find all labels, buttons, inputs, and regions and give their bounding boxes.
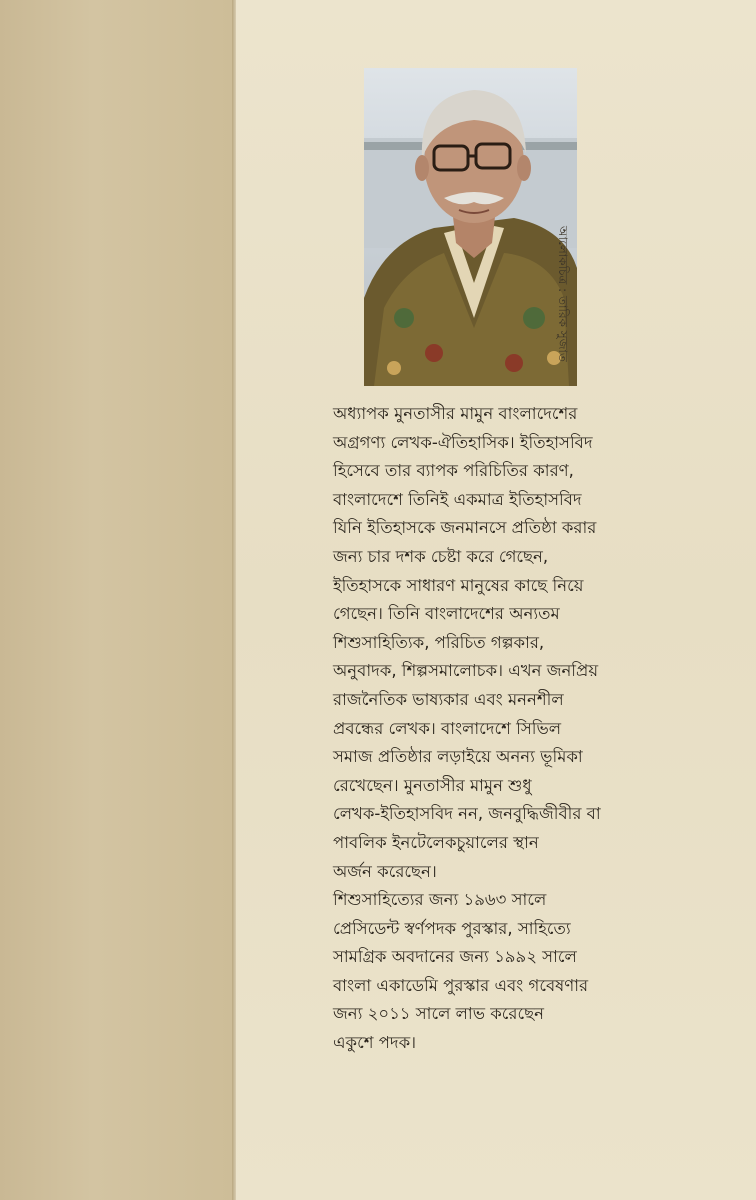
author-biography	[333, 400, 733, 1058]
bio-line: যিনি ইতিহাসকে জনমানসে প্রতিষ্ঠা করার	[333, 518, 597, 538]
bio-line: পাবলিক ইনটেলেকচুয়ালের স্থান	[333, 832, 539, 852]
bio-line: বাংলা একাডেমি পুরস্কার এবং গবেষণার	[333, 975, 589, 995]
bio-line: প্রেসিডেন্ট স্বর্ণপদক পুরস্কার, সাহিত্যে	[333, 918, 571, 938]
bio-line: প্রবন্ধের লেখক। বাংলাদেশে সিভিল	[333, 718, 562, 738]
bio-line: হিসেবে তার ব্যাপক পরিচিতির কারণ,	[333, 461, 574, 481]
author-photo	[364, 68, 577, 386]
bio-line: অর্জন করেছেন।	[333, 861, 437, 881]
bio-line: রেখেছেন। মুনতাসীর মামুন শুধু	[333, 775, 532, 795]
book-spine	[0, 0, 232, 1200]
bio-line: বাংলাদেশে তিনিই একমাত্র ইতিহাসবিদ	[333, 489, 582, 509]
bio-line: অধ্যাপক মুনতাসীর মামুন বাংলাদেশের	[333, 404, 578, 423]
bio-line: শিশুসাহিত্যের জন্য ১৯৬৩ সালে	[333, 890, 547, 910]
bio-line: রাজনৈতিক ভাষ্যকার এবং মননশীল	[333, 689, 564, 709]
bio-line: শিশুসাহিত্যিক, পরিচিত গল্পকার,	[333, 632, 545, 652]
bio-line: সমাজ প্রতিষ্ঠার লড়াইয়ে অনন্য ভূমিকা	[333, 747, 583, 767]
bio-line: ইতিহাসকে সাধারণ মানুষের কাছে নিয়ে	[333, 575, 584, 595]
bio-line: সামগ্রিক অবদানের জন্য ১৯৯২ সালে	[333, 947, 577, 967]
bio-line: জন্য ২০১১ সালে লাভ করেছেন	[333, 1004, 544, 1024]
bio-line: জন্য চার দশক চেষ্টা করে গেছেন,	[333, 546, 549, 566]
bio-line: একুশে পদক।	[333, 1033, 417, 1053]
bio-line: অগ্রগণ্য লেখক-ঐতিহাসিক। ইতিহাসবিদ	[333, 432, 593, 452]
photo-credit: আলোকচিত্র : তারিক সুজাত	[556, 226, 570, 362]
bio-line: লেখক-ইতিহাসবিদ নন, জনবুদ্ধিজীবীর বা	[333, 804, 601, 824]
bio-line: গেছেন। তিনি বাংলাদেশের অন্যতম	[333, 604, 560, 624]
bio-line: অনুবাদক, শিল্পসমালোচক। এখন জনপ্রিয়	[333, 661, 599, 681]
